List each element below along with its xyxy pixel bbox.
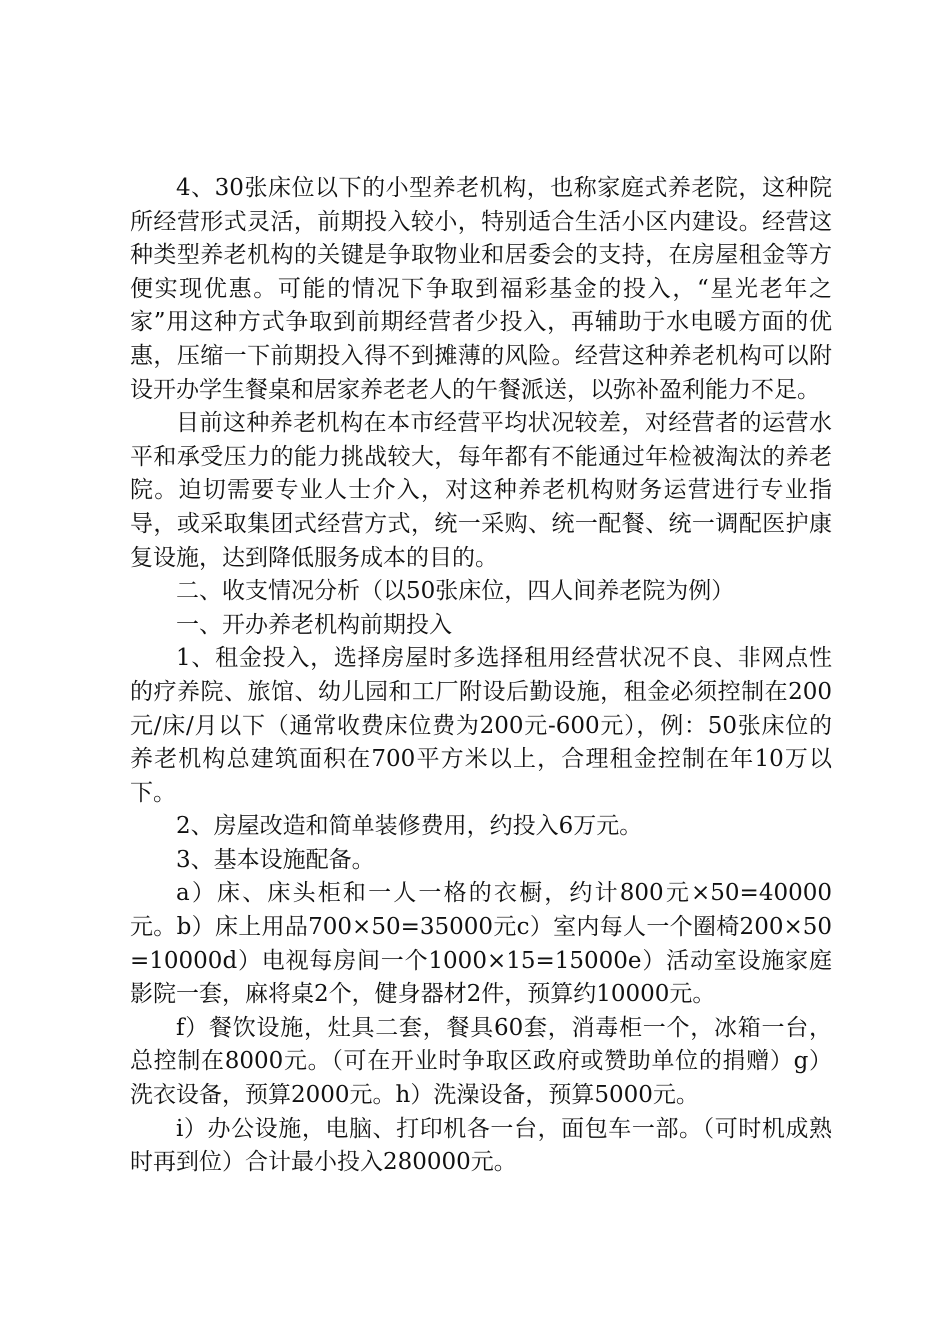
paragraph-item-i-total: i）办公设施，电脑、打印机各一台，面包车一部。（可时机成熟时再到位）合计最小投入280000元。 [130,1115,832,1176]
paragraph-items-f-to-h: f）餐饮设施，灶具二套，餐具60套，消毒柜一个，冰箱一台，总控制在8000元。（可在开业时争取区政府或赞助单位的捐赠）g）洗衣设备，预算2000元。h）洗澡设备，预算5000元。 [130,1014,832,1109]
paragraph-basic-facilities: 3、基本设施配备。 [176,846,375,873]
paragraph-rent-investment: 1、租金投入，选择房屋时多选择租用经营状况不良、非网点性的疗养院、旅馆、幼儿园和工厂附设后勤设施，租金必须控制在200元/床/月以下（通常收费床位费为200元-600元），例：50张床位的养老机构总建筑面积在700平方米以上，合理租金控制在年10万以下。 [130,645,832,806]
paragraph-items-a-to-e: a）床、床头柜和一人一格的衣橱，约计800元×50=40000元。b）床上用品700×50=35000元c）室内每人一个圈椅200×50=10000d）电视每房间一个1000×15=15000e）活动室设施家庭影院一套，麻将桌2个，健身器材2件，预算约10000元。 [130,880,832,1008]
paragraph-current-status: 目前这种养老机构在本市经营平均状况较差，对经营者的运营水平和承受压力的能力挑战较大，每年都有不能通过年检被淘汰的养老院。迫切需要专业人士介入，对这种养老机构财务运营进行专业指导，或采取集团式经营方式，统一采购、统一配餐、统一调配医护康复设施，达到降低服务成本的目的。 [130,410,832,571]
document-page [130,172,832,1180]
paragraph-renovation-cost: 2、房屋改造和简单装修费用，约投入6万元。 [176,813,643,840]
subsection-heading-initial-investment: 一、开办养老机构前期投入 [176,611,452,638]
section-heading-income-expense: 二、收支情况分析（以50张床位，四人间养老院为例） [176,578,735,605]
paragraph-small-nursing-home: 4、30张床位以下的小型养老机构，也称家庭式养老院，这种院所经营形式灵活，前期投入较小，特别适合生活小区内建设。经营这种类型养老机构的关键是争取物业和居委会的支持，在房屋租金等方便实现优惠。可能的情况下争取到福彩基金的投入，“星光老年之家”用这种方式争取到前期经营者少投入，再辅助于水电暖方面的优惠，压缩一下前期投入得不到摊薄的风险。经营这种养老机构可以附设开办学生餐桌和居家养老老人的午餐派送，以弥补盈利能力不足。 [130,175,832,403]
